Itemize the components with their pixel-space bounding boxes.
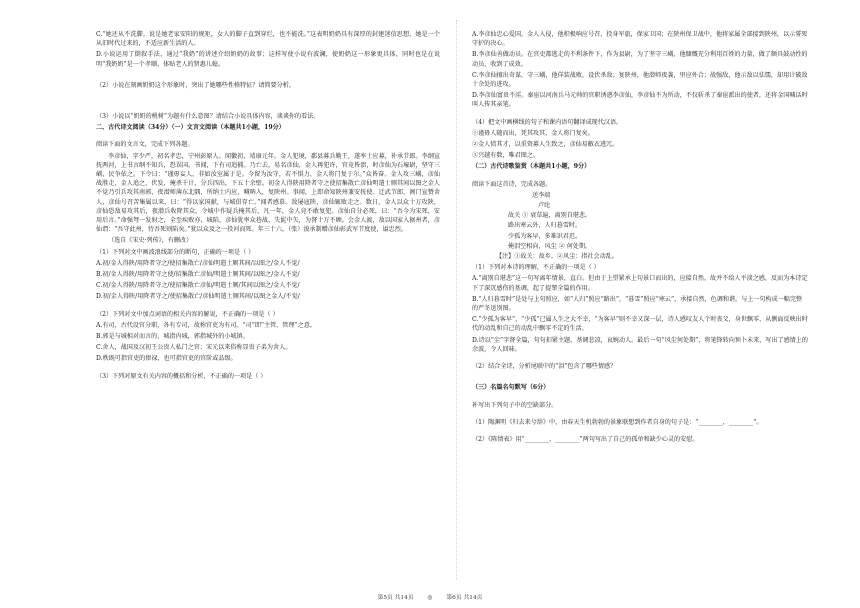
reading-instruction: 阅读下面的文言文，完成下列各题。 [96, 141, 194, 149]
question-2-prompt: （2）小说在刻画奶奶这个形象时，突出了她哪些性格特征？请简要分析。 [96, 81, 295, 89]
page-number-right: 第6页 共14页 [446, 595, 483, 601]
q1-option-d: D.初/金人得陕/用降者守之/使招集散亡/彦仙明遣士厕其间/以图之金人/不觉/ [96, 293, 300, 301]
qb-option-c: C.舍人，战国及汉初王公贵人私门之官；宋元以来俗称显贵子弟为舍人。 [96, 344, 292, 352]
q4-item-1: ①谨毋人随而出，凭其攻其，金人将门复矣。 [472, 129, 594, 137]
question-3-prompt: （3）小说以“奶奶的桃树”为题有什么意图？请结合小说具体内容，谈谈你的看法。 [96, 113, 320, 121]
q1-option-c: C.初/金人得陕/用降者守之/使招集散亡彦仙/明遣士厕/其间以图之/金人不觉/ [96, 282, 300, 290]
left-column [96, 30, 440, 383]
page-number-left: 第5页 共14页 [377, 595, 414, 601]
recitation-item-1: （1）陶渊明《归去来兮辞》中，由春天生机勃勃的景象联想到作者自身的句子是：“________，________”。 [472, 418, 763, 426]
poem-line: 故关 ① 衰草遍，离别自堪悲。 [508, 212, 592, 220]
qb-option-a: A.有司，古代设官分职，各有专司，故称官吏为有司。“司”即“主管、管理”之意。 [96, 321, 316, 329]
passage-source: （选自《宋史·列传》，有删改） [108, 237, 193, 245]
qp1-option-a: A.“离别自堪悲”这一句写离年情景，直白。但由于上望紧承上句景口而出的，应接自然，故并不给人平淡之感，反而为本诗定下了深沉感伤的基调，起了提挈全篇的作用。 [472, 275, 808, 292]
qp1-option-d: D.诗以“尘”字督全篇，句句扣紧主题，基调悲凉，哀婉动人。最后一句“风尘何处期”，将笔锋转向预卜未来，写出了感情上的余波，令人回味。 [472, 336, 808, 353]
section-heading-classical: 二、古代诗文阅读（34分）（一）文言文阅读（本题共1小题，19分） [96, 124, 285, 132]
poem-line: 路出寒云外，人归暮雪时。 [508, 222, 582, 230]
page-footer [0, 592, 860, 601]
q1-option-a: A.初/金人得陕/用降者守之/使招集散亡/彦仙明遣士厕其间/以图之/金人不觉/ [96, 259, 300, 267]
qb-option-b: B.郭是与城相对而言的，城指内城，郭指城外的小城镇。 [96, 333, 249, 341]
poem-line: 掩泪空相向，风尘 ② 何处期。 [508, 242, 592, 250]
poem-title: 送李端 [532, 191, 551, 199]
poem-line: 少孤为客早，多难识君迟。 [508, 232, 582, 240]
poem-author: 卢纶 [538, 202, 551, 210]
right-column [472, 30, 808, 446]
poem-note: 【注】①故关：故乡。②风尘：指社会动乱。 [496, 253, 618, 261]
q4-item-3: ③兴越有数，唯君图之。 [472, 152, 540, 160]
poem-block [508, 191, 808, 251]
q4-item-2: ②金人愤其才，以重资募人生致之，彦仙易敝衣逃冗。 [472, 141, 619, 149]
option-d-paragraph: D.小说运用了倒叙手法，通过“我奶”的讲述介绍奶奶的故事；这样写使小说有波澜，使奶奶这一形象更具体，同时也是在说明“我奶奶”是一个孝顺、体贴老人的贤惠儿媳。 [96, 51, 440, 68]
column-divider [456, 20, 457, 580]
qc-option-c: C.李彦仙擅出奇谋，守三嵎，他佯装战败，设伏杀敌；复陕州，他潜师夜袭，里应外合；战强敌，他示敌以怯懦，却用计破敌十余处的进攻。 [472, 71, 808, 89]
qb-option-d: D.秩既可指官吏的俸禄，也可指官吏的官阶或品级。 [96, 355, 237, 363]
qc-option-d: D.李彦仙富贵不淫。秦宦以河南兵马元帅的官职诱惑李彦仙，李彦仙不为所动，不仅斩杀了秦宦派出的使者，还将金国喊话时叫人传其亲笔。 [472, 92, 808, 109]
poetry-question-1: （1）下列对本诗的理解，不正确的一项是（ ） [472, 264, 600, 272]
recitation-item-2: （2）《陈情表》用“________，________”两句写出了自己的孤单和缺少心灵的安慰。 [472, 435, 699, 443]
recitation-instruction: 补写出下列句子中的空缺部分。 [472, 401, 558, 409]
question-4-prompt: （4）把文中画横线的句子和课内语句翻译成现代汉语。 [472, 118, 623, 126]
qp1-option-c: C.“少孤为客早”，“少孤”已属人生之大不幸，“为客早”则不幸又深一层，诗人感叹友人个时丧父，身世飘零，从侧面反映出时代的动乱和自己的动乱中飘零不定的生活。 [472, 316, 808, 333]
classical-passage: 李彦仙，字少严，初名孝忠，宁州彭原人。闻徽初，靖康元年，金人犯境，郡县募兵勤王，遂率士应募，补承节郎。李纲宣抚两河，上书言纲不知兵，恐误国。书闻，下有司追捕。乃亡去，易名彦仙，金人再犯许，官竟皆溃，时彦仙为石壕尉，坚守三嵎，民争依之。下令曰：“谨毋妄人，非如汝室属于是。今留为汝守，若不惧力，金人将门复于尔。”众皆奋。金人攻三嵎，彦仙战胜走，金人追之，伏发，掩杀千计，分兵四出，下五十余壁。初金人得陕用降者守之使招集散亡彦仙明遣士厕其间以图之金人不觉乃引兵攻其南郭，夜潜师薄东北隅，所纳士内应，喊呐入，复陕州。事闻，上即命知陕州兼安抚使。迁武节郎，阁门宣赞舍人，彦仙号召苦集属以来，曰：“得以家国献，与城俱存亡。”闻者感慕。敌屡寇陕，彦仙辄败走之。数日，金人以众十万攻陕，彦仙恐敌易攻其后，夜潜兵收降其众，令城中作疑兵掩其后，凡一年，金人竟不敢复犯。彦仙自分必死，曰：“吾今为宋死，安用后言。”命强弩一发射之，全至疾败亦，城陷，彦仙犹率众巷战，失髭中矢，为督十万不顾。会金人渡，敌以国家入据州者，彦仙谓：“吾守此州，待吾死则陷矣。”犹以众及之一投河而死。年三十六。（张）浚承制赠彦仙彰武军节度使，谥忠烈。 [96, 152, 440, 234]
question-c-prompt: （3）下列对原文有关内容的概括和分析，不正确的一项是（ ） [96, 372, 267, 380]
q1-option-b: B.初/金人得陕/用降者守之使/招集散亡彦仙/明遣士厕其间/以图之/金人不觉/ [96, 271, 300, 279]
section-heading-recitation: （三）名篇名句默写（6分） [472, 384, 550, 392]
qc-option-a: A.李彦仙忠心爱国，金人入侵，他积极响应号召，投身军旅，保家卫国；在陕州保卫战中，他将家属全部接到陕州，以示誓死守护的决心。 [472, 31, 808, 48]
question-b-prompt: （2）下列对文中加点词语的相关内容的解说，不正确的一项是（ ） [96, 310, 279, 318]
section-heading-poetry: （二）古代诗歌鉴赏（本题共1小题，9分） [472, 163, 591, 171]
option-c-paragraph: C.“她还从不洗脚。说是她老家安阳的规矩，女人的脚子直到穿烂，也不能洗。”这表明奶奶具有深厚的封建迷信思想，她是一个从旧时代过来的，不适应新生活的人。 [96, 31, 440, 48]
poetry-question-2: （2）结合全诗，分析尾联中的“泪”包含了哪些情感？ [472, 363, 617, 371]
footer-separator-icon: ◎ [427, 595, 433, 601]
qp1-option-b: B.“人归暮雪时”是处与上句照应，如“人归”照应“路出”，“暮雪”照应“寒云”，承接自然，色调和谐，与上一句构成一幅完整的严冬送别图。 [472, 295, 803, 313]
poetry-instruction: 阅读下面这首诗，完成各题。 [472, 180, 552, 188]
question-1-prompt: （1）下列对文中画波浪线部分的断句，正确的一项是（ ） [96, 248, 255, 256]
qc-option-b: B.李彦仙善做动员。在官吏都逃走的不利条件下，作为县尉，为了坚守三嵎，他慷慨充分利用百姓的力量，做了颇具鼓动性的动员，收到了成效。 [472, 51, 808, 68]
